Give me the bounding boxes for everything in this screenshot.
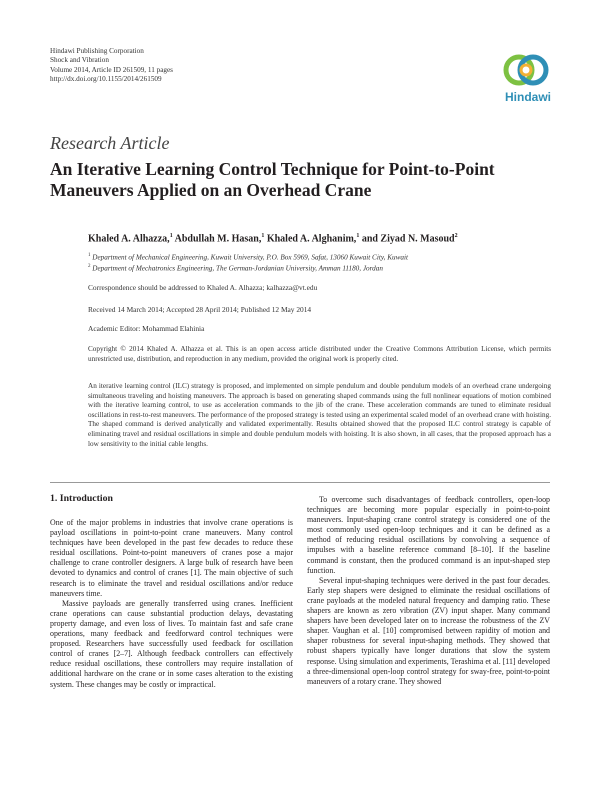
- section-heading: 1. Introduction: [50, 493, 113, 504]
- author-name[interactable]: Khaled A. Alghanim,: [266, 233, 357, 245]
- affiliation: [88, 253, 558, 261]
- affiliation-mark: 2: [88, 264, 91, 269]
- hindawi-logo-text: Hindawi: [504, 90, 551, 104]
- academic-editor: Academic Editor: Mohammad Elahinia: [88, 324, 205, 333]
- journal-header: [50, 47, 173, 84]
- body-column-right: [307, 495, 550, 687]
- author-affiliation-mark: 1: [169, 233, 173, 239]
- body-column-left: [50, 518, 293, 690]
- correspondence: Correspondence should be addressed to Khaled A. Alhazza; kalhazza@vt.edu: [88, 283, 318, 292]
- publication-dates: Received 14 March 2014; Accepted 28 April 2014; Published 12 May 2014: [88, 305, 312, 314]
- paragraph: Several input-shaping techniques were derived in the past four decades. Early step shapers were designed to eliminate the residual oscillations of crane payloads at the modeled natural frequency and damping ratio. These shapers are known as zero vibration (ZV) input shaper. Many command shapers have been developed later on to increase the robustness of the ZV shaper. Vaughan et al. [10] compromised between rapidity of motion and shaper robustness for several input-shaping methods. They showed that robust shapers typically have longer durations that slow the system response. Using simulation and experiments, Terashima et al. [11] developed a three-dimensional open-loop control strategy for sway-free, point-to-point maneuvers of a rotary crane. They showed: [307, 575, 550, 686]
- author-name[interactable]: Khaled A. Alhazza,: [88, 233, 170, 245]
- doi-link[interactable]: http://dx.doi.org/10.1155/2014/261509: [50, 74, 162, 83]
- author-affiliation-mark: 2: [454, 233, 458, 239]
- paper-title: An Iterative Learning Control Technique for Point-to-Point Maneuvers Applied on an Overhead Crane: [50, 159, 495, 200]
- publisher-name: Hindawi Publishing Corporation: [50, 47, 144, 55]
- section-divider: [50, 482, 550, 483]
- copyright-notice: Copyright © 2014 Khaled A. Alhazza et al. This is an open access article distributed under the Creative Commons Attribution License, which permits unrestricted use, distribution, and reproduction in any medium, provided the original work is properly cited.: [88, 345, 551, 363]
- author-list: [88, 233, 568, 244]
- paragraph: One of the major problems in industries that involve crane operations is payload oscillations in point-to-point crane maneuvers. Many control techniques have been developed in the past few decades to reduce these residual oscillations. Point-to-point maneuvers of cranes pose a major challenge to crane controller designers. A large bulk of research have been devoted to dynamics and control of cranes [1]. The main objective of such research is to eliminate the travel and residual oscillations and/or reduce maneuvers time.: [50, 518, 293, 598]
- paragraph: To overcome such disadvantages of feedback controllers, open-loop techniques are becoming more popular especially in point-to-point maneuvers. Input-shaping crane control strategy is considered one of the most commonly used open-loop techniques and it can be defined as a method of reducing residual oscillations by convolving a sequence of impulses with a baseline reference command [8–10]. If the baseline command is constant, then the produced command is an input-shaped step function.: [307, 495, 550, 575]
- abstract: An iterative learning control (ILC) strategy is proposed, and implemented on simple pendulum and double pendulum models of an overhead crane undergoing simultaneous traveling and hoisting maneuvers. The approach is based on generating shaped commands using the full nonlinear equations of motion combined with the iterative learning control, to use as acceleration commands to the jib of the crane. These acceleration commands are tuned to eliminate residual oscillations in rest-to-rest maneuvers. The performance of the proposed strategy is tested using an experimental scaled model of an overhead crane with hoisting. The shaped command is derived analytically and validated experimentally. Results obtained showed that the proposed ILC control strategy is capable of eliminating travel and residual oscillations in simple and double pendulum models with hoisting. It is also shown, in all cases, that the proposed approach has a low sensitivity to the initial cable lengths.: [88, 382, 551, 448]
- volume-line: Volume 2014, Article ID 261509, 11 pages: [50, 65, 173, 74]
- author-affiliation-mark: 1: [261, 233, 265, 239]
- author-name[interactable]: and Ziyad N. Masoud: [361, 233, 455, 245]
- article-type: Research Article: [50, 133, 170, 153]
- author-name[interactable]: Abdullah M. Hasan,: [174, 233, 262, 245]
- author-affiliation-mark: 1: [356, 233, 360, 239]
- journal-name: Shock and Vibration: [50, 56, 109, 65]
- affiliation-text: Department of Mechanical Engineering, Kuwait University, P.O. Box 5969, Safat, 13060 Kuwait City, Kuwait: [92, 253, 408, 262]
- paragraph: Massive payloads are generally transferred using cranes. Inefficient crane operations can cause substantial production delays, devastating property damage, and even loss of lives. To maintain fast and safe crane operations, many feedback and feedforward control techniques were proposed. Researchers have successfully used feedback for oscillation control of cranes [2–7]. Although feedback controllers can effectively reduce residual oscillations, these controllers may require installation of additional hardware on the crane or in some cases alteration to the existing system. These changes may be costly or impractical.: [50, 598, 293, 689]
- affiliation: [88, 264, 558, 272]
- affiliation-text: Department of Mechatronics Engineering, The German-Jordanian University, Amman 11180, Jordan: [92, 264, 383, 273]
- affiliation-mark: 1: [88, 253, 91, 258]
